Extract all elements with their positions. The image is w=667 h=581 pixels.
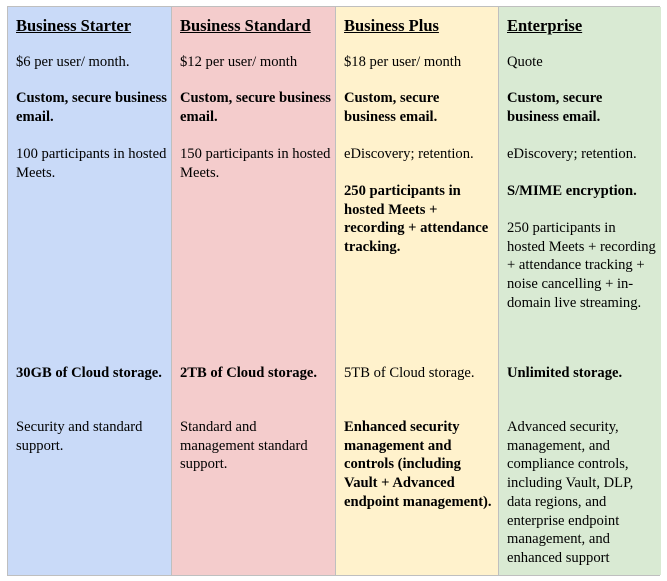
- plan-price: $18 per user/ month: [344, 54, 462, 70]
- plan-support-feature: Enhanced security management and controls (including Vault + Advanced endpoint management).: [344, 419, 492, 510]
- plan-meet-feature: 150 participants in hosted Meets.: [180, 146, 331, 181]
- plan-storage-feature: 30GB of Cloud storage.: [16, 365, 162, 381]
- plan-name: Business Starter: [16, 16, 132, 35]
- plan-compliance-feature: eDiscovery; retention.: [507, 146, 637, 162]
- plan-email-feature: Custom, secure business email.: [180, 90, 331, 125]
- plan-name: Business Plus: [344, 16, 439, 35]
- plan-price: Quote: [507, 54, 543, 70]
- plan-support-feature: Standard and management standard support.: [180, 419, 308, 473]
- plan-column-business-standard: [172, 7, 336, 575]
- plan-email-feature: Custom, secure business email.: [344, 90, 440, 125]
- plan-support-feature: Advanced security, management, and compliance controls, including Vault, DLP, data regions, and enterprise endpoint management, and enhanced support: [507, 419, 634, 566]
- plan-meet-feature: 100 participants in hosted Meets.: [16, 146, 167, 181]
- plan-column-enterprise: [499, 7, 661, 575]
- plan-storage-feature: Unlimited storage.: [507, 365, 623, 381]
- plan-compliance-feature: eDiscovery; retention.: [344, 146, 474, 162]
- plan-name: Business Standard: [180, 16, 311, 35]
- plan-column-business-plus: [336, 7, 499, 575]
- plan-column-business-starter: [8, 7, 172, 575]
- plan-encryption-feature: S/MIME encryption.: [507, 183, 637, 199]
- plan-price: $6 per user/ month.: [16, 54, 130, 70]
- plan-support-feature: Security and standard support.: [16, 419, 143, 454]
- plan-email-feature: Custom, secure business email.: [16, 90, 167, 125]
- plan-meet-feature: 250 participants in hosted Meets + recording + attendance tracking.: [344, 183, 489, 256]
- plan-storage-feature: 2TB of Cloud storage.: [180, 365, 318, 381]
- plan-meet-feature: 250 participants in hosted Meets + recording + attendance tracking + noise cancelling + in-domain live streaming.: [507, 220, 656, 311]
- plan-comparison-table: [7, 6, 660, 576]
- plan-price: $12 per user/ month: [180, 54, 298, 70]
- plan-storage-feature: 5TB of Cloud storage.: [344, 365, 475, 381]
- plan-name: Enterprise: [507, 16, 583, 35]
- plan-email-feature: Custom, secure business email.: [507, 90, 603, 125]
